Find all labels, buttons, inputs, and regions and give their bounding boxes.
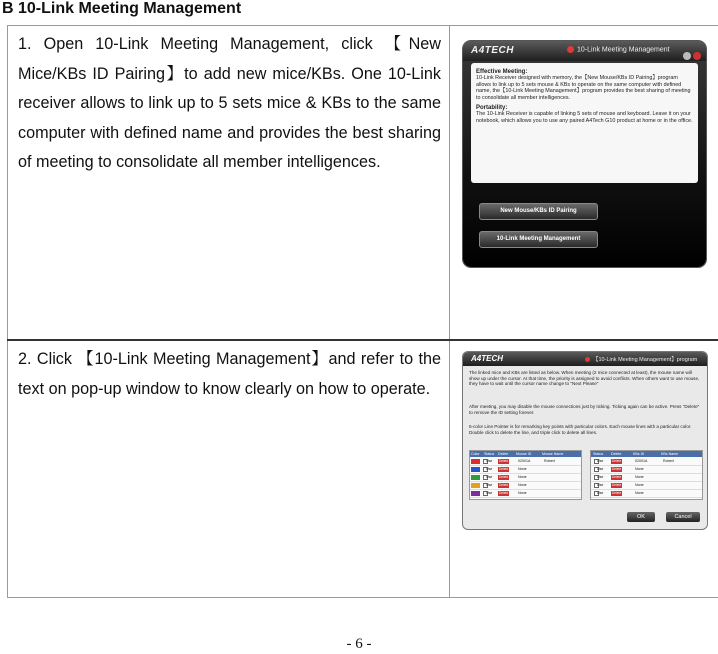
status-text: Use (597, 475, 604, 479)
list-row (470, 458, 581, 466)
meeting-management-window (463, 41, 706, 267)
kb-list-header (591, 451, 702, 457)
column-header: KBs Name (661, 452, 679, 456)
column-header: Mouse Name (542, 452, 564, 456)
status-text: Use (486, 491, 493, 495)
status-text: Use (597, 483, 604, 487)
step-2-text: 2. Click 【10-Link Meeting Management】and refer to the text on pop-up window to know clearly on how to operate. (18, 350, 441, 398)
window-title (567, 46, 670, 53)
instruction-paragraph-2: After meeting, you may disable the mouse connections just by ticking. Ticking again can be active. Press "Delete" to remove the ID setting forever. (469, 404, 700, 415)
device-name: Robert (544, 459, 555, 463)
delete-button[interactable]: Delete (612, 475, 622, 479)
info-panel (471, 63, 698, 183)
window-title-text: 10-Link Meeting Management (577, 46, 670, 54)
ok-button[interactable]: OK (627, 512, 655, 522)
device-id: None (518, 475, 527, 479)
column-header: Delete (611, 452, 622, 456)
status-text: Use (486, 475, 493, 479)
list-row (470, 466, 581, 474)
brand-logo: A4TECH (471, 354, 504, 363)
status-text: Use (597, 491, 604, 495)
section-heading: B 10-Link Meeting Management (2, 0, 242, 17)
list-row (591, 458, 702, 466)
color-swatch (471, 475, 480, 480)
effective-text: 10-Link Receiver designed with memory, the【New Mouse/KBs ID Pairing】program allows to link up to 5 sets mouse & KBs to operate on the same computer with defined name, the【10-Link Meeting Management】program provides the best sharing of meeting to consolidate all member intelligences. (476, 75, 691, 101)
portability-text: The 10-Link Receiver is capable of linking 5 sets of mouse and keyboard. Leave it on your notebook, which allows you to use any paired A4Tech G10 product at home or in the office. (476, 111, 693, 124)
app-icon (567, 46, 574, 53)
list-row (591, 490, 702, 498)
instruction-paragraph-1: The linked mice and KBs are listed as below. When meeting (2 mice connected at least), the mouse name will show up under the cursor. At that time, the priority is assigned to avoid conflicts. When others want to use mouse, they have to wait until the cursor name change to "Next Please" (469, 370, 700, 387)
close-icon[interactable] (693, 52, 701, 60)
delete-button[interactable]: Delete (612, 491, 622, 495)
color-swatch (471, 459, 480, 464)
column-header: Mouse ID (516, 452, 532, 456)
delete-button[interactable]: Delete (499, 475, 509, 479)
status-text: Use (597, 467, 604, 471)
column-header: Delete (498, 452, 509, 456)
delete-button[interactable]: Delete (612, 459, 622, 463)
device-id: 02001A (518, 459, 531, 463)
window-title-text: 【10-Link Meeting Management】program (593, 357, 698, 363)
window-titlebar (463, 352, 707, 366)
color-swatch (471, 483, 480, 488)
status-text: Use (486, 459, 493, 463)
app-icon (585, 357, 590, 362)
color-swatch (471, 467, 480, 472)
device-id: None (635, 475, 644, 479)
meeting-program-window (463, 352, 707, 529)
column-header: Color (471, 452, 480, 456)
status-text: Use (597, 459, 604, 463)
window-title (585, 355, 697, 363)
window-titlebar (463, 41, 706, 61)
device-id: None (635, 491, 644, 495)
device-id: None (518, 491, 527, 495)
mouse-list-header (470, 451, 581, 457)
device-id: None (518, 483, 527, 487)
list-row (470, 482, 581, 490)
status-text: Use (486, 483, 493, 487)
column-header: Status (484, 452, 495, 456)
instruction-paragraph-3: 5-color Line Pointer is for remarking key points with particular colors. Each mouse lines with a particular color. Double click to delete the line, and triple click to delete all lines. (469, 424, 692, 435)
delete-button[interactable]: Delete (499, 491, 509, 495)
list-row (591, 474, 702, 482)
list-row (591, 482, 702, 490)
list-row (470, 490, 581, 498)
delete-button[interactable]: Delete (499, 483, 509, 487)
list-row (591, 466, 702, 474)
kb-list (590, 450, 703, 500)
step-1-text-cell (8, 26, 450, 341)
effective-heading: Effective Meeting: (476, 69, 528, 75)
cancel-button[interactable]: Cancel (666, 512, 700, 522)
device-name: Robert (663, 459, 674, 463)
step-2-text-cell (8, 340, 450, 598)
page-number: - 6 - (346, 636, 372, 652)
device-id: 02001A (635, 459, 648, 463)
column-header: KBs ID (633, 452, 645, 456)
delete-button[interactable]: Delete (612, 483, 622, 487)
new-pairing-button[interactable]: New Mouse/KBs ID Pairing (479, 203, 598, 220)
list-row (470, 474, 581, 482)
device-id: None (518, 467, 527, 471)
device-id: None (635, 467, 644, 471)
delete-button[interactable]: Delete (499, 459, 509, 463)
meeting-management-button[interactable]: 10-Link Meeting Management (479, 231, 598, 248)
color-swatch (471, 491, 480, 496)
brand-logo: A4TECH (471, 45, 515, 56)
column-header: Status (593, 452, 604, 456)
step-1-text: 1. Open 10-Link Meeting Management, click 【New Mice/KBs ID Pairing】to add new mice/KBs. One 10-Link receiver allows to link up to 5 sets mice & KBs to the same computer with defined name and provides the best sharing of meeting to consolidate all member intelligences. (18, 35, 441, 171)
delete-button[interactable]: Delete (612, 467, 622, 471)
delete-button[interactable]: Delete (499, 467, 509, 471)
status-text: Use (486, 467, 493, 471)
mouse-list (469, 450, 582, 500)
minimize-icon[interactable] (683, 52, 691, 60)
portability-heading: Portability: (476, 105, 508, 112)
device-id: None (635, 483, 644, 487)
